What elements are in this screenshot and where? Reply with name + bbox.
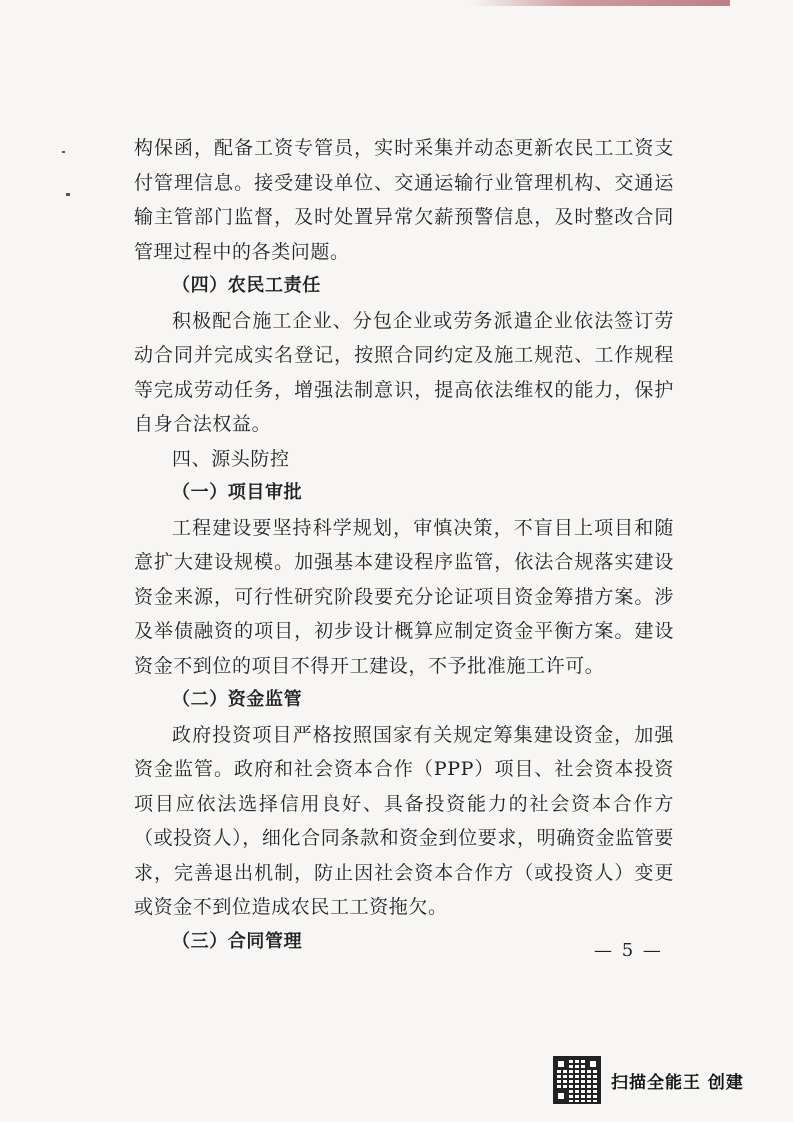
chapter-heading: 四、源头防控 <box>172 447 290 470</box>
section-heading: （一）项目审批 <box>172 482 303 503</box>
scan-speck <box>66 193 70 196</box>
scanner-watermark <box>553 1052 744 1108</box>
section-heading: （四）农民工责任 <box>172 275 321 296</box>
page-number: — 5 — <box>594 940 663 961</box>
paragraph: 工程建设要坚持科学规划，审慎决策，不盲目上项目和随意扩大建设规模。加强基本建设程序监管，依法合规落实建设资金来源，可行性研究阶段要充分论证项目资金筹措方案。涉及举债融资的项目，初步设计概算应制定资金平衡方案。建设资金不到位的项目不得开工建设，不予批准施工许可。 <box>134 516 674 677</box>
scan-speck <box>62 151 65 153</box>
watermark-text: 扫描全能王 创建 <box>611 1072 744 1093</box>
section-heading: （三）合同管理 <box>172 930 303 952</box>
scan-edge-stripe <box>470 0 730 6</box>
paragraph: 构保函，配备工资专管员，实时采集并动态更新农民工工资支付管理信息。接受建设单位、交通运输行业管理机构、交通运输主管部门监督，及时处置异常欠薪预警信息，及时整改合同管理过程中的各类问题。 <box>134 137 674 263</box>
section-heading: （二）资金监管 <box>172 689 303 710</box>
paragraph: 政府投资项目严格按照国家有关规定筹集建设资金，加强资金监管。政府和社会资本合作（PPP）项目、社会资本投资项目应依法选择信用良好、具备投资能力的社会资本合作方（或投资人），细化合同条款和资金到位要求，明确资金监管要求，完善退出机制，防止因社会资本合作方（或投资人）变更或资金不到位造成农民工工资拖欠。 <box>134 723 674 918</box>
paragraph: 积极配合施工企业、分包企业或劳务派遣企业依法签订劳动合同并完成实名登记，按照合同约定及施工规范、工作规程等完成劳动任务，增强法制意识，提高依法维权的能力，保护自身合法权益。 <box>134 309 674 435</box>
document-body <box>134 131 674 959</box>
qr-code-icon <box>553 1056 601 1104</box>
